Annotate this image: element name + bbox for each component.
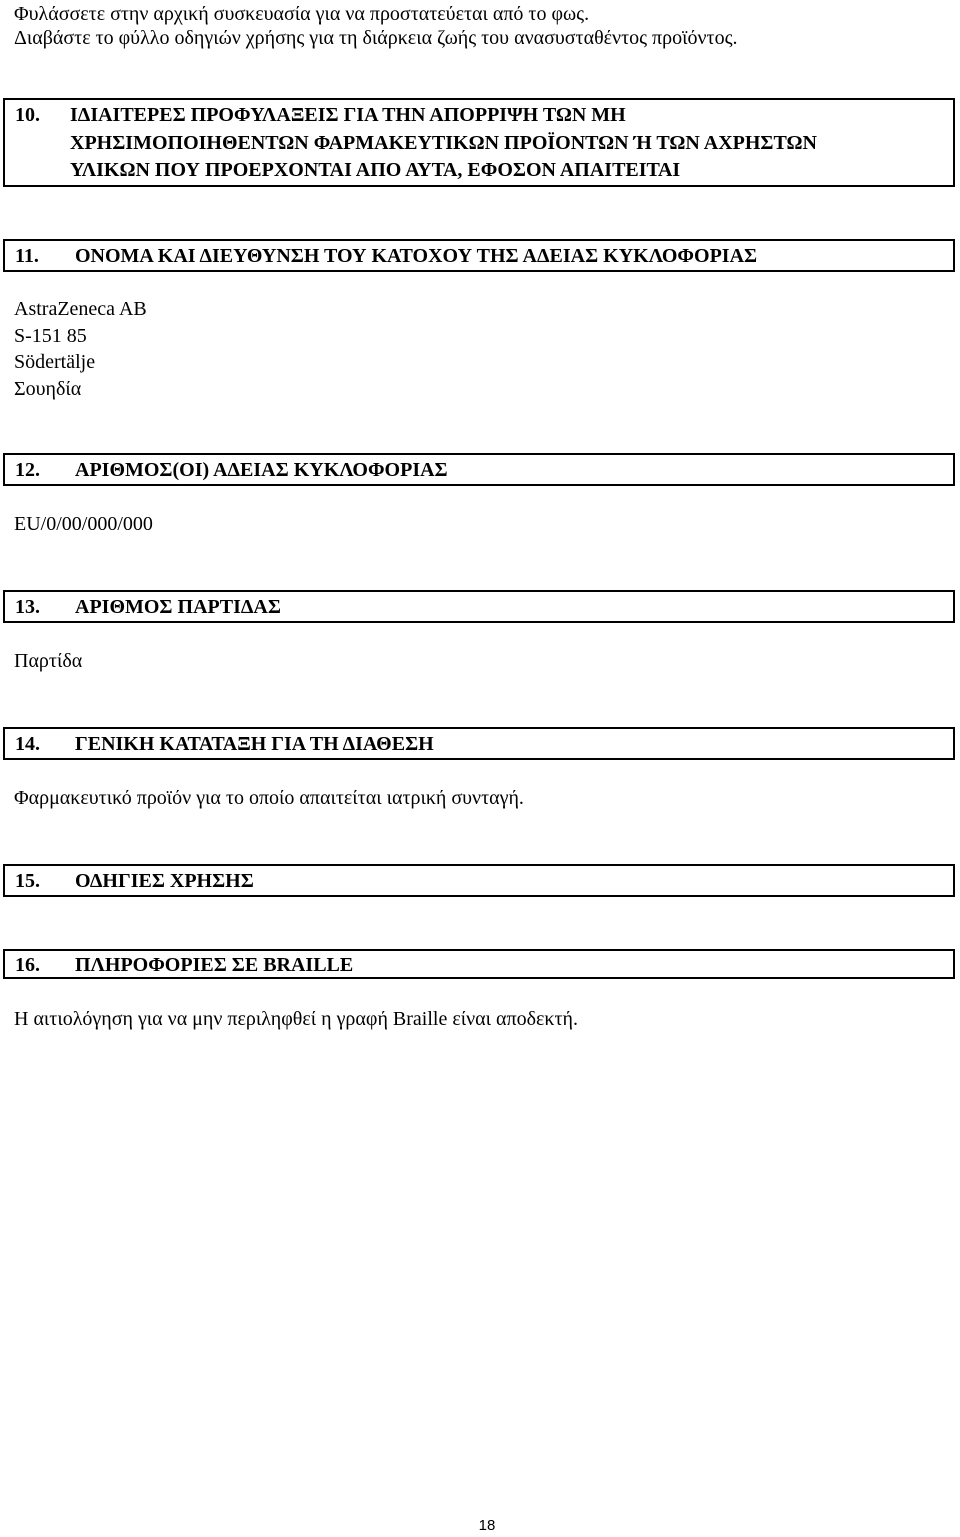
section-10-title <box>70 102 817 185</box>
section-13-title: ΑΡΙΘΜΟΣ ΠΑΡΤΙΔΑΣ <box>75 596 281 618</box>
section-12-header <box>3 453 955 486</box>
section-15-header <box>3 864 955 897</box>
section-16-number: 16. <box>15 954 40 976</box>
section-14-number: 14. <box>15 733 40 755</box>
section-10-header <box>3 98 955 187</box>
classification-text: Φαρμακευτικό προϊόν για το οποίο απαιτείται ιατρική συνταγή. <box>14 787 524 809</box>
intro-line-1: Φυλάσσετε στην αρχική συσκευασία για να προστατεύεται από το φως. <box>14 3 590 25</box>
section-10-title-line-2: ΧΡΗΣΙΜΟΠΟΙΗΘΕΝΤΩΝ ΦΑΡΜΑΚΕΥΤΙΚΩΝ ΠΡΟΪΟΝΤΩΝ Ή ΤΩΝ ΑΧΡΗΣΤΩΝ <box>70 131 817 154</box>
section-11-title: ΟΝΟΜΑ ΚΑΙ ΔΙΕΥΘΥΝΣΗ ΤΟΥ ΚΑΤΟΧΟΥ ΤΗΣ ΑΔΕΙΑΣ ΚΥΚΛΟΦΟΡΙΑΣ <box>75 245 758 267</box>
section-14-title: ΓΕΝΙΚΗ ΚΑΤΑΤΑΞΗ ΓΙΑ ΤΗ ΔΙΑΘΕΣΗ <box>75 733 434 755</box>
mah-postcode: S-151 85 <box>14 325 87 347</box>
section-12-number: 12. <box>15 459 40 481</box>
section-10-number: 10. <box>15 104 40 126</box>
section-16-header <box>3 949 955 979</box>
section-13-number: 13. <box>15 596 40 618</box>
section-12-title: ΑΡΙΘΜΟΣ(ΟΙ) ΑΔΕΙΑΣ ΚΥΚΛΟΦΟΡΙΑΣ <box>75 459 448 481</box>
section-11-header <box>3 239 955 272</box>
section-15-number: 15. <box>15 870 40 892</box>
mah-country: Σουηδία <box>14 378 82 400</box>
batch-label: Παρτίδα <box>14 650 83 672</box>
intro-line-2: Διαβάστε το φύλλο οδηγιών χρήσης για τη διάρκεια ζωής του ανασυσταθέντος προϊόντος. <box>14 27 738 49</box>
mah-company: AstraZeneca AB <box>14 298 147 320</box>
braille-justification-text: Η αιτιολόγηση για να μην περιληφθεί η γραφή Braille είναι αποδεκτή. <box>14 1008 578 1030</box>
section-15-title: ΟΔΗΓΙΕΣ ΧΡΗΣΗΣ <box>75 870 254 892</box>
page-number: 18 <box>478 1517 496 1534</box>
marketing-authorisation-number: EU/0/00/000/000 <box>14 513 153 535</box>
section-13-header <box>3 590 955 623</box>
section-10-title-line-1: ΙΔΙΑΙΤΕΡΕΣ ΠΡΟΦΥΛΑΞΕΙΣ ΓΙΑ ΤΗΝ ΑΠΟΡΡΙΨΗ ΤΩΝ ΜΗ <box>70 104 626 126</box>
mah-city: Södertälje <box>14 351 96 373</box>
section-16-title: ΠΛΗΡΟΦΟΡΙΕΣ ΣΕ BRAILLE <box>75 954 354 976</box>
section-14-header <box>3 727 955 760</box>
section-10-title-line-3: ΥΛΙΚΩΝ ΠΟΥ ΠΡΟΕΡΧΟΝΤΑΙ ΑΠΟ ΑΥΤΑ, ΕΦΟΣΟΝ ΑΠΑΙΤΕΙΤΑΙ <box>70 159 681 181</box>
section-11-number: 11. <box>15 245 39 267</box>
